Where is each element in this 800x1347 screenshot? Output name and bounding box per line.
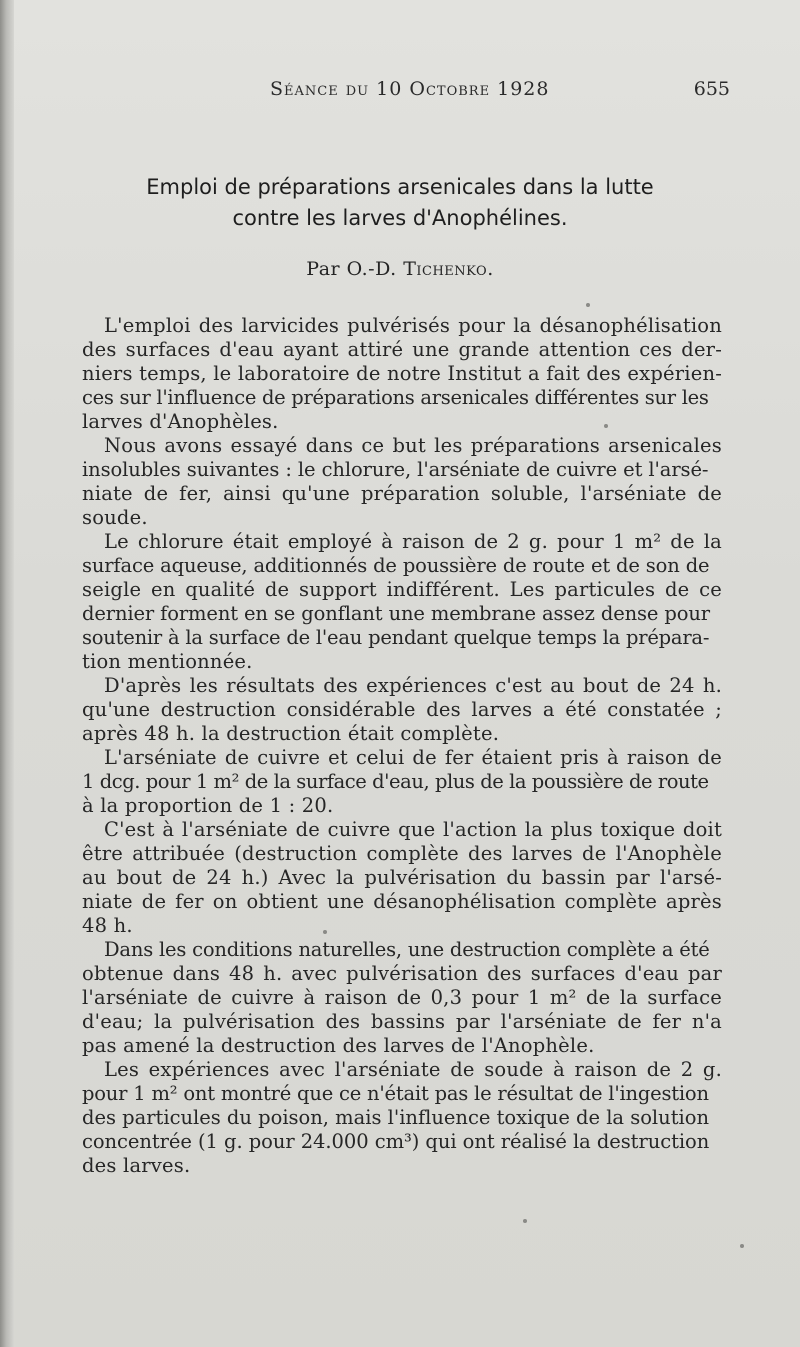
paragraph: [82, 530, 722, 674]
text-line: niate de fer, ainsi qu'une préparation soluble, l'arséniate de: [82, 482, 722, 505]
text-line: soutenir à la surface de l'eau pendant quelque temps la prépara-: [82, 626, 710, 649]
paper-speck: [323, 930, 327, 934]
text-line: seigle en qualité de support indifférent. Les particules de ce: [82, 578, 722, 601]
text-line: niers temps, le laboratoire de notre Institut a fait des expérien-: [82, 362, 722, 385]
paragraph: [82, 1058, 722, 1178]
text-line: 48 h.: [82, 914, 133, 937]
running-head: Séance du 10 Octobre 1928: [270, 78, 550, 100]
text-line: Dans les conditions naturelles, une destruction complète a été: [104, 938, 710, 961]
text-line: au bout de 24 h.) Avec la pulvérisation du bassin par l'arsé-: [82, 866, 722, 889]
text-line: niate de fer on obtient une désanophélisation complète après: [82, 890, 722, 913]
byline: [100, 258, 700, 280]
text-line: C'est à l'arséniate de cuivre que l'action la plus toxique doit: [104, 818, 722, 841]
title-line-1: Emploi de préparations arsenicales dans la lutte: [146, 175, 654, 199]
text-line: concentrée (1 g. pour 24.000 cm³) qui ont réalisé la destruction: [82, 1130, 710, 1153]
paragraph: [82, 314, 722, 434]
text-line: larves d'Anophèles.: [82, 410, 279, 433]
page-header: [270, 78, 730, 108]
text-line: dernier forment en se gonflant une membrane assez dense pour: [82, 602, 710, 625]
text-line: pas amené la destruction des larves de l'Anophèle.: [82, 1034, 595, 1057]
text-line: à la proportion de 1 : 20.: [82, 794, 334, 817]
text-line: obtenue dans 48 h. avec pulvérisation des surfaces d'eau par: [82, 962, 722, 985]
text-line: après 48 h. la destruction était complète.: [82, 722, 500, 745]
page-binding-edge: [0, 0, 14, 1347]
text-line: Le chlorure était employé à raison de 2 g. pour 1 m² de la: [104, 530, 722, 553]
text-line: soude.: [82, 506, 148, 529]
text-line: des particules du poison, mais l'influence toxique de la solution: [82, 1106, 709, 1129]
text-line: L'arséniate de cuivre et celui de fer étaient pris à raison de: [104, 746, 722, 769]
byline-author: O.-D. Tichenko.: [346, 258, 494, 280]
text-line: tion mentionnée.: [82, 650, 253, 673]
text-line: L'emploi des larvicides pulvérisés pour la désanophélisation: [104, 314, 722, 337]
text-line: ces sur l'influence de préparations arsenicales différentes sur les: [82, 386, 709, 409]
paper-speck: [586, 303, 590, 307]
text-line: 1 dcg. pour 1 m² de la surface d'eau, plus de la poussière de route: [82, 770, 709, 793]
text-line: surface aqueuse, additionnés de poussière de route et de son de: [82, 554, 710, 577]
text-line: Nous avons essayé dans ce but les préparations arsenicales: [104, 434, 722, 457]
text-line: insolubles suivantes : le chlorure, l'arséniate de cuivre et l'arsé-: [82, 458, 709, 481]
text-line: des larves.: [82, 1154, 191, 1177]
paper-speck: [740, 1244, 744, 1248]
title-line-2: contre les larves d'Anophélines.: [232, 206, 568, 230]
paragraph: [82, 674, 722, 746]
paragraph: [82, 746, 722, 818]
paragraph: [82, 434, 722, 530]
article-title: [100, 172, 700, 234]
page-number: 655: [693, 78, 730, 100]
text-line: l'arséniate de cuivre à raison de 0,3 pour 1 m² de la surface: [82, 986, 722, 1009]
paper-speck: [523, 1219, 527, 1223]
text-line: d'eau; la pulvérisation des bassins par l'arséniate de fer n'a: [82, 1010, 722, 1033]
article-body: [82, 314, 722, 1178]
text-line: D'après les résultats des expériences c'est au bout de 24 h.: [104, 674, 722, 697]
text-line: qu'une destruction considérable des larves a été constatée ;: [82, 698, 722, 721]
text-line: être attribuée (destruction complète des larves de l'Anophèle: [82, 842, 722, 865]
text-line: pour 1 m² ont montré que ce n'était pas le résultat de l'ingestion: [82, 1082, 709, 1105]
text-line: des surfaces d'eau ayant attiré une grande attention ces der-: [82, 338, 722, 361]
paper-speck: [604, 424, 608, 428]
paragraph: [82, 938, 722, 1058]
text-line: Les expériences avec l'arséniate de soude à raison de 2 g.: [104, 1058, 722, 1081]
byline-prefix: Par: [306, 258, 341, 280]
paragraph: [82, 818, 722, 938]
